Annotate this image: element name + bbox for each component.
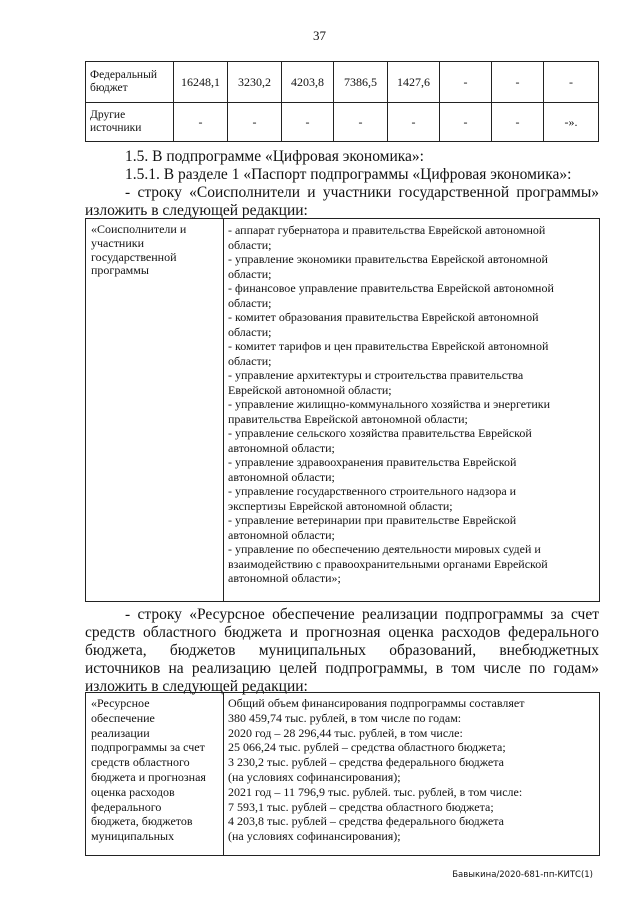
table-cell: - [544,62,599,103]
table-cell: -». [544,103,599,142]
table-cell: - [440,62,492,103]
table-cell: - [440,103,492,142]
resources-label: «Ресурсное обеспечение реализации подпрограммы за счет средств областного бюджета и прогнозная оценка расходов федерального бюджета, бюджетов муниципальных [91,696,206,844]
coexecutors-table [85,218,600,602]
document-footer: Бавыкина/2020-681-пп-КИТС(1) [452,870,593,880]
paragraph-line: средств областного бюджета и прогнозная оценка расходов федерального [85,624,599,641]
table-cell: 7386,5 [334,62,388,103]
table-cell: 4203,8 [282,62,334,103]
resources-text: Общий объем финансирования подпрограммы составляет 380 459,74 тыс. рублей, в том числе по годам: 2020 год – 28 296,44 тыс. рублей, в том числе: 25 066,24 тыс. рублей – средства областного бюджета; 3 230,2 тыс. рублей – средства федерального бюджета (на условиях софинансирования); 2021 год – 11 796,9 тыс. рублей. тыс. рублей, в том числе: 7 593,1 тыс. рублей – средства областного бюджета; 4 203,8 тыс. рублей – средства федерального бюджета (на условиях софинансирования); [228,696,525,844]
paragraph-line: бюджета, бюджетов муниципальных образований, внебюджетных [85,642,599,659]
paragraph-line: изложить в следующей редакции: [85,202,308,219]
table-cell: 16248,1 [174,62,228,103]
page-number: 37 [313,28,326,43]
table-cell: - [334,103,388,142]
coexecutors-list: - аппарат губернатора и правительства Еврейской автономной области; - управление экономики правительства Еврейской автономной области; - финансовое управление правительства Еврейской автономной области; - комитет образования правительства Еврейской автономной области; - комитет тарифов и цен правительства Еврейской автономной области; - управление архитектуры и строительства правительства Еврейской автономной области; - управление жилищно-коммунального хозяйства и энергетики правительства Еврейской автономной области; - управление сельского хозяйства правительства Еврейской автономной области; - управление здравоохранения правительства Еврейской автономной области; - управление государственного строительного надзора и экспертизы Еврейской автономной области; - управление ветеринарии при правительстве Еврейской автономной области; - управление по обеспечению деятельности мировых судей и взаимодействию с правоохранительными органами Еврейской автономной области»; [228,223,554,585]
row-label: Федеральный бюджет [86,62,174,103]
paragraph-subprogram: 1.5. В подпрограмме «Цифровая экономика»: [125,148,424,165]
paragraph-line: источников на реализацию целей подпрограммы, в том числе по годам» [85,660,599,677]
table-cell: - [492,62,544,103]
table-row [86,62,599,103]
finance-table [85,61,599,142]
table-cell: - [282,103,334,142]
coexecutors-label: «Соисполнители и участники государственной программы [91,222,187,278]
paragraph-line: - строку «Соисполнители и участники государственной программы» [125,184,599,201]
table-cell: - [174,103,228,142]
table-row [86,103,599,142]
paragraph-line: изложить в следующей редакции: [85,678,308,695]
paragraph-section: 1.5.1. В разделе 1 «Паспорт подпрограммы «Цифровая экономика»: [125,166,572,183]
table-cell: 3230,2 [228,62,282,103]
table-cell: - [388,103,440,142]
table-cell: - [228,103,282,142]
resources-table [85,692,600,856]
table-cell: - [492,103,544,142]
table-cell: 1427,6 [388,62,440,103]
row-label: Другие источники [86,103,174,142]
paragraph-line: - строку «Ресурсное обеспечение реализации подпрограммы за счет [125,606,599,623]
